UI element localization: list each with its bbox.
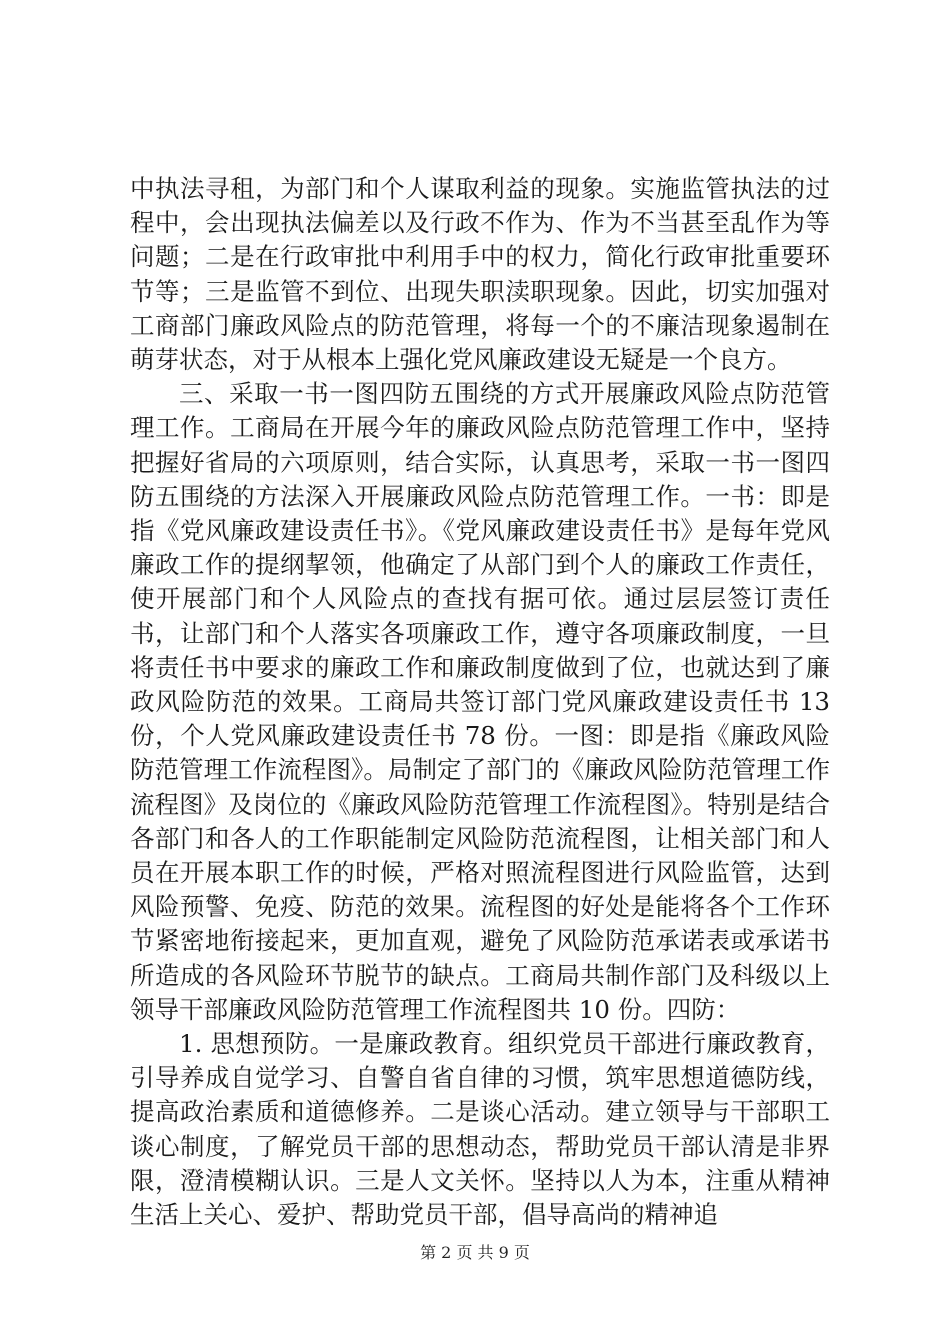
- document-body: [130, 172, 830, 1232]
- paragraph-thought-prevention: 1. 思想预防。一是廉政教育。组织党员干部进行廉政教育，引导养成自觉学习、自警自省自律的习惯，筑牢思想道德防线，提高政治素质和道德修养。二是谈心活动。建立领导与干部职工谈心制度，了解党员干部的思想动态，帮助党员干部认清是非界限，澄清模糊认识。三是人文关怀。坚持以人为本，注重从精神生活上关心、爱护、帮助党员干部，倡导高尚的精神追: [130, 1029, 830, 1230]
- paragraph-section-three: 三、采取一书一图四防五围绕的方式开展廉政风险点防范管理工作。工商局在开展今年的廉政风险点防范管理工作中，坚持把握好省局的六项原则，结合实际，认真思考，采取一书一图四防五围绕的方法深入开展廉政风险点防范管理工作。一书：即是指《党风廉政建设责任书》。《党风廉政建设责任书》是每年党风廉政工作的提纲挈领，他确定了从部门到个人的廉政工作责任，使开展部门和个人风险点的查找有据可依。通过层层签订责任书，让部门和个人落实各项廉政工作，遵守各项廉政制度，一旦将责任书中要求的廉政工作和廉政制度做到了位，也就达到了廉政风险防范的效果。工商局共签订部门党风廉政建设责任书 13 份，个人党风廉政建设责任书 78 份。一图：即是指《廉政风险防范管理工作流程图》。局制定了部门的《廉政风险防范管理工作流程图》及岗位的《廉政风险防范管理工作流程图》。特别是结合各部门和各人的工作职能制定风险防范流程图，让相关部门和人员在开展本职工作的时候，严格对照流程图进行风险监管，达到风险预警、免疫、防范的效果。流程图的好处是能将各个工作环节紧密地衔接起来，更加直观，避免了风险防范承诺表或承诺书所造成的各风险环节脱节的缺点。工商局共制作部门及科级以上领导干部廉政风险防范管理工作流程图共 10 份。四防：: [130, 379, 830, 1024]
- paragraph-continuation: 中执法寻租，为部门和个人谋取利益的现象。实施监管执法的过程中，会出现执法偏差以及行政不作为、作为不当甚至乱作为等问题；二是在行政审批中利用手中的权力，简化行政审批重要环节等；三是监管不到位、出现失职渎职现象。因此，切实加强对工商部门廉政风险点的防范管理，将每一个的不廉洁现象遏制在萌芽状态，对于从根本上强化党风廉政建设无疑是一个良方。: [130, 174, 830, 375]
- page-footer: 第 2 页 共 9 页: [420, 1243, 530, 1262]
